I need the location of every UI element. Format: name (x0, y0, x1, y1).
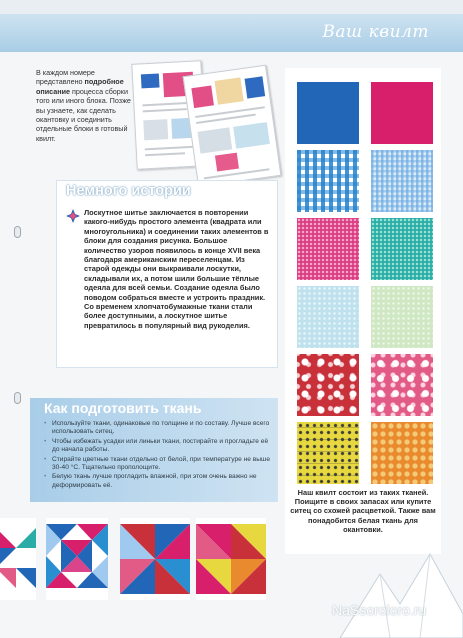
swatch-pale-blue (297, 286, 359, 348)
swatch-light-blue-check (371, 150, 433, 212)
swatch-red-floral (297, 354, 359, 416)
quilt-block-pinwheel (120, 518, 190, 600)
booklet-page-front (183, 65, 282, 188)
intro-post: процесса сборки того или иного блока. Позже вы узнаете, как сделать окантовку и соединить отдельные блоки в готовый квилт. (36, 86, 131, 143)
intro-text (36, 68, 134, 143)
swatch-solid-blue (297, 82, 359, 144)
fabric-panel (285, 68, 441, 554)
quilt-blocks-row (0, 518, 300, 600)
tip-item: • Используйте ткани, одинаковые по толщине и по составу. Лучше всего использовать ситец. (44, 420, 276, 437)
preparation-tips (44, 420, 276, 491)
intro-bold: подробное описание (36, 77, 124, 96)
binder-hole (14, 226, 21, 238)
page-title: Ваш квилт (322, 22, 429, 42)
swatch-solid-pink (371, 82, 433, 144)
binder-hole (14, 392, 21, 404)
swatch-orange-dots (371, 422, 433, 484)
quilt-block-partial (0, 518, 36, 600)
swatch-teal-print (371, 218, 433, 280)
quilt-block-yellow (196, 518, 266, 600)
history-title: Немного истории (66, 183, 191, 199)
swatch-pink-print (297, 218, 359, 280)
swatch-pale-green (371, 286, 433, 348)
watermark: NaSsoroloro.ru (332, 602, 427, 618)
intro-pre: В каждом номере представлено (36, 68, 95, 87)
tip-item: • Чтобы избежать усадки или линьки ткани, постирайте и прогладьте её до начала работы. (44, 438, 276, 455)
tip-item: • Стирайте цветные ткани отдельно от белой, при температуре не выше 30-40 °С. Тщательно прополощите. (44, 456, 276, 473)
swatch-pink-floral (371, 354, 433, 416)
history-text: Лоскутное шитье заключается в повторении какого-нибудь простого элемента (квадрата или многоугольника) и соединении таких элементов в блоки для создания рисунка. Большое количество узоров появилось в конце XVII века благодаря американским переселенцам. Из старой одежды они выкраивали лоскутки, складывали их, а потом шили большие тёплые одеяла для всей семьи. Создание одеяла было поводом собраться вместе и устроить праздник. Со временем хлопчатобумажные ткани стали более доступными, а лоскутное шитье превратилось в популярный вид рукоделия. (84, 208, 269, 330)
decorative-star (310, 544, 463, 638)
fabric-caption: Наш квилт состоит из таких тканей. Поищите в своих запасах или купите ситец со схожей расцветкой. Также вам понадобится белая ткань для окантовки. (290, 488, 436, 534)
swatch-yellow-toile (297, 422, 359, 484)
top-strip (0, 0, 463, 14)
quilt-block-star-blue (46, 518, 108, 600)
preparation-title: Как подготовить ткань (44, 400, 202, 416)
tip-item: • Белую ткань лучше прогладить влажной, при этом очень важно не деформировать её. (44, 473, 276, 490)
quilt-star-icon (66, 209, 80, 223)
swatch-blue-gingham (297, 150, 359, 212)
